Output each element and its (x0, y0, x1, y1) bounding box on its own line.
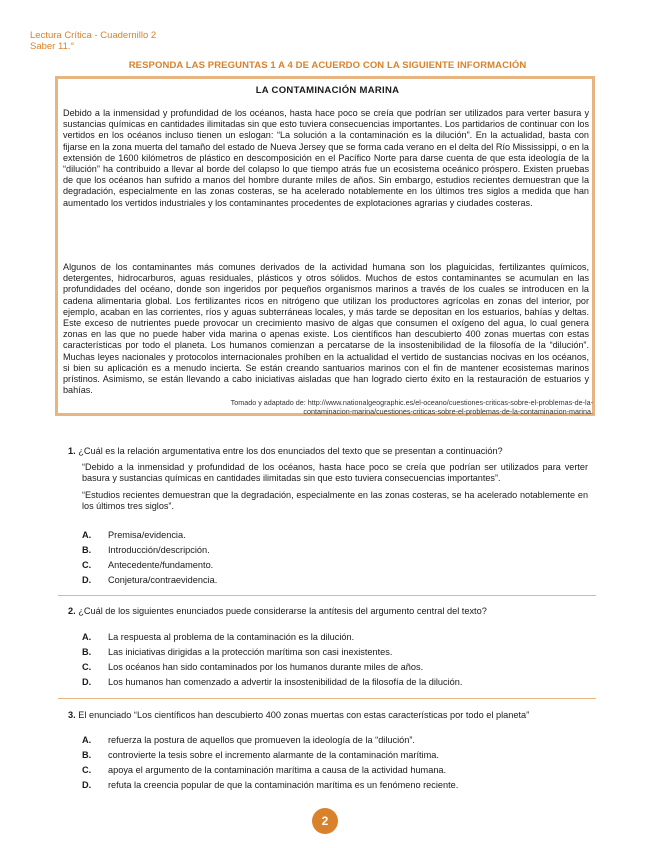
question-number: 3. (68, 710, 76, 720)
option-letter: C. (82, 662, 92, 672)
question-1-option-a[interactable] (82, 530, 186, 541)
question-2-option-c[interactable] (82, 662, 423, 673)
option-text: Conjetura/contraevidencia. (108, 575, 218, 585)
question-number: 1. (68, 446, 76, 456)
question-3 (68, 710, 588, 721)
question-1-option-b[interactable] (82, 545, 210, 556)
question-number: 2. (68, 606, 76, 616)
option-letter: B. (82, 545, 92, 555)
question-2-option-d[interactable] (82, 677, 462, 688)
option-text: controvierte la tesis sobre el incremento alarmante de la contaminación marítima. (108, 750, 439, 760)
option-text: Introducción/descripción. (108, 545, 210, 555)
reading-paragraph-1: Debido a la inmensidad y profundidad de los océanos, hasta hace poco se creía que podrían ser utilizados para verter basura y sustancias químicas en cantidades ilimitadas sin que esto tuviera consecuencias importantes. Los partidarios de continuar con los vertidos en los océanos incluso tienen un eslogan: “La solución a la contaminación es la dilución”. En la actualidad, basta con fijarse en la zona muerta del tamaño del estado de Nueva Jersey que se forma cada verano en el delta del Río Mississippi, o en la extensión de 1600 kilómetros de plástico en descomposición en el Pacífico Norte para darse cuenta de que esta ideología de la “dilución” ha contribuido a llevar al borde del colapso lo que tiempo atrás fue un ecosistema oceánico próspero. Existen pruebas de que los océanos han sufrido a manos del hombre durante miles de años. Sin embargo, estudios recientes demuestran que la degradación, especialmente en las zonas costeras, se ha acelerado notablemente en los últimos tres siglos a medida que han aumentado los vertidos industriales y los contaminantes procedentes de explotaciones agrarias y ciudades costeras. (63, 108, 589, 208)
question-divider (58, 698, 596, 699)
reading-paragraph-2: Algunos de los contaminantes más comunes derivados de la actividad humana son los plaguicidas, fertilizantes químicos, detergentes, hidrocarburos, aguas residuales, plásticos y otros sólidos. Muchos de estos contaminantes se acumulan en las profundidades del océano, donde son ingeridos por pequeños organismos marinos a través de los cuales se introducen en la cadena alimentaria global. Los fertilizantes ricos en nitrógeno que utilizan los productores agrícolas en zonas del interior, por ejemplo, acaban en las corrientes, ríos y aguas subterráneas locales, y más tarde se depositan en los estuarios, bahías y deltas. Este exceso de nutrientes puede provocar un crecimiento masivo de algas que consumen el oxígeno del agua, lo cual genera zonas en las que no puede haber vida marina o apenas existe. Los científicos han descubierto 400 zonas muertas con estas características por todo el planeta. Los humanos comienzan a percatarse de la insostenibilidad de la filosofía de la “dilución”. Muchas leyes nacionales y protocolos internacionales prohíben en la actualidad el vertido de sustancias nocivas en los océanos, si bien su aplicación es a menudo incierta. Se están creando santuarios marinos con el fin de mantener ecosistemas marinos prístinos. Asimismo, se están llevando a cabo iniciativas aisladas que han logrado cierto éxito en la restauración de estuarios y bahías. (63, 262, 589, 396)
instruction-heading: RESPONDA LAS PREGUNTAS 1 A 4 DE ACUERDO CON LA SIGUIENTE INFORMACIÓN (128, 60, 527, 71)
option-text: Los océanos han sido contaminados por los humanos durante miles de años. (108, 662, 424, 672)
question-1-option-c[interactable] (82, 560, 213, 571)
exam-name: Saber 11.° (30, 41, 75, 52)
question-text: ¿Cuál es la relación argumentativa entre los dos enunciados del texto que se presentan a continuación? (78, 446, 503, 456)
option-letter: D. (82, 677, 92, 687)
question-1-quote-1: “Debido a la inmensidad y profundidad de los océanos, hasta hace poco se creía que podrían ser utilizados para verter basura y sustancias químicas en cantidades ilimitadas sin que esto tuviera consecuencias importantes”. (82, 462, 588, 483)
option-letter: B. (82, 750, 92, 760)
option-letter: A. (82, 530, 92, 540)
question-divider (58, 595, 596, 596)
option-letter: D. (82, 780, 92, 790)
option-letter: C. (82, 765, 92, 775)
question-3-option-b[interactable] (82, 750, 439, 761)
booklet-header (30, 30, 156, 52)
question-2-option-a[interactable] (82, 632, 354, 643)
question-3-option-d[interactable] (82, 780, 458, 791)
question-1 (68, 446, 588, 457)
reading-box-right-border (592, 76, 595, 413)
option-letter: B. (82, 647, 92, 657)
option-letter: C. (82, 560, 92, 570)
question-3-option-c[interactable] (82, 765, 446, 776)
option-text: Antecedente/fundamento. (108, 560, 214, 570)
booklet-title: Lectura Crítica - Cuadernillo 2 (30, 30, 157, 41)
source-line-2: contaminacion-marina/cuestiones-criticas-sobre-el-problemas-de-la-contaminacion-marina. (303, 407, 593, 416)
page-number-badge: 2 (312, 808, 338, 834)
option-text: Las iniciativas dirigidas a la protección marítima son casi inexistentes. (108, 647, 393, 657)
option-text: refuerza la postura de aquellos que promueven la ideología de la “dilución”. (108, 735, 415, 745)
reading-title: LA CONTAMINACIÓN MARINA (255, 85, 400, 96)
option-letter: D. (82, 575, 92, 585)
option-text: Premisa/evidencia. (108, 530, 186, 540)
question-1-quote-2: “Estudios recientes demuestran que la degradación, especialmente en las zonas costeras, se ha acelerado notablemente en los últimos tres siglos”. (82, 490, 588, 511)
question-text: El enunciado “Los científicos han descubierto 400 zonas muertas con estas características por todo el planeta” (78, 710, 530, 720)
option-text: Los humanos han comenzado a advertir la insostenibilidad de la filosofía de la dilución. (108, 677, 463, 687)
reading-box-top-border (58, 76, 595, 79)
option-text: refuta la creencia popular de que la contaminación marítima es un fenómeno reciente. (108, 780, 459, 790)
source-citation (173, 398, 593, 416)
question-2 (68, 606, 588, 617)
question-3-option-a[interactable] (82, 735, 415, 746)
question-text: ¿Cuál de los siguientes enunciados puede considerarse la antítesis del argumento central del texto? (78, 606, 487, 616)
option-text: apoya el argumento de la contaminación marítima a causa de la actividad humana. (108, 765, 447, 775)
option-letter: A. (82, 735, 92, 745)
question-2-option-b[interactable] (82, 647, 392, 658)
question-1-option-d[interactable] (82, 575, 217, 586)
option-letter: A. (82, 632, 92, 642)
option-text: La respuesta al problema de la contaminación es la dilución. (108, 632, 355, 642)
source-line-1: Tomado y adaptado de: http://www.nationalgeographic.es/el-oceano/cuestiones-criticas-sobre-el-problemas-de-la- (230, 398, 593, 407)
